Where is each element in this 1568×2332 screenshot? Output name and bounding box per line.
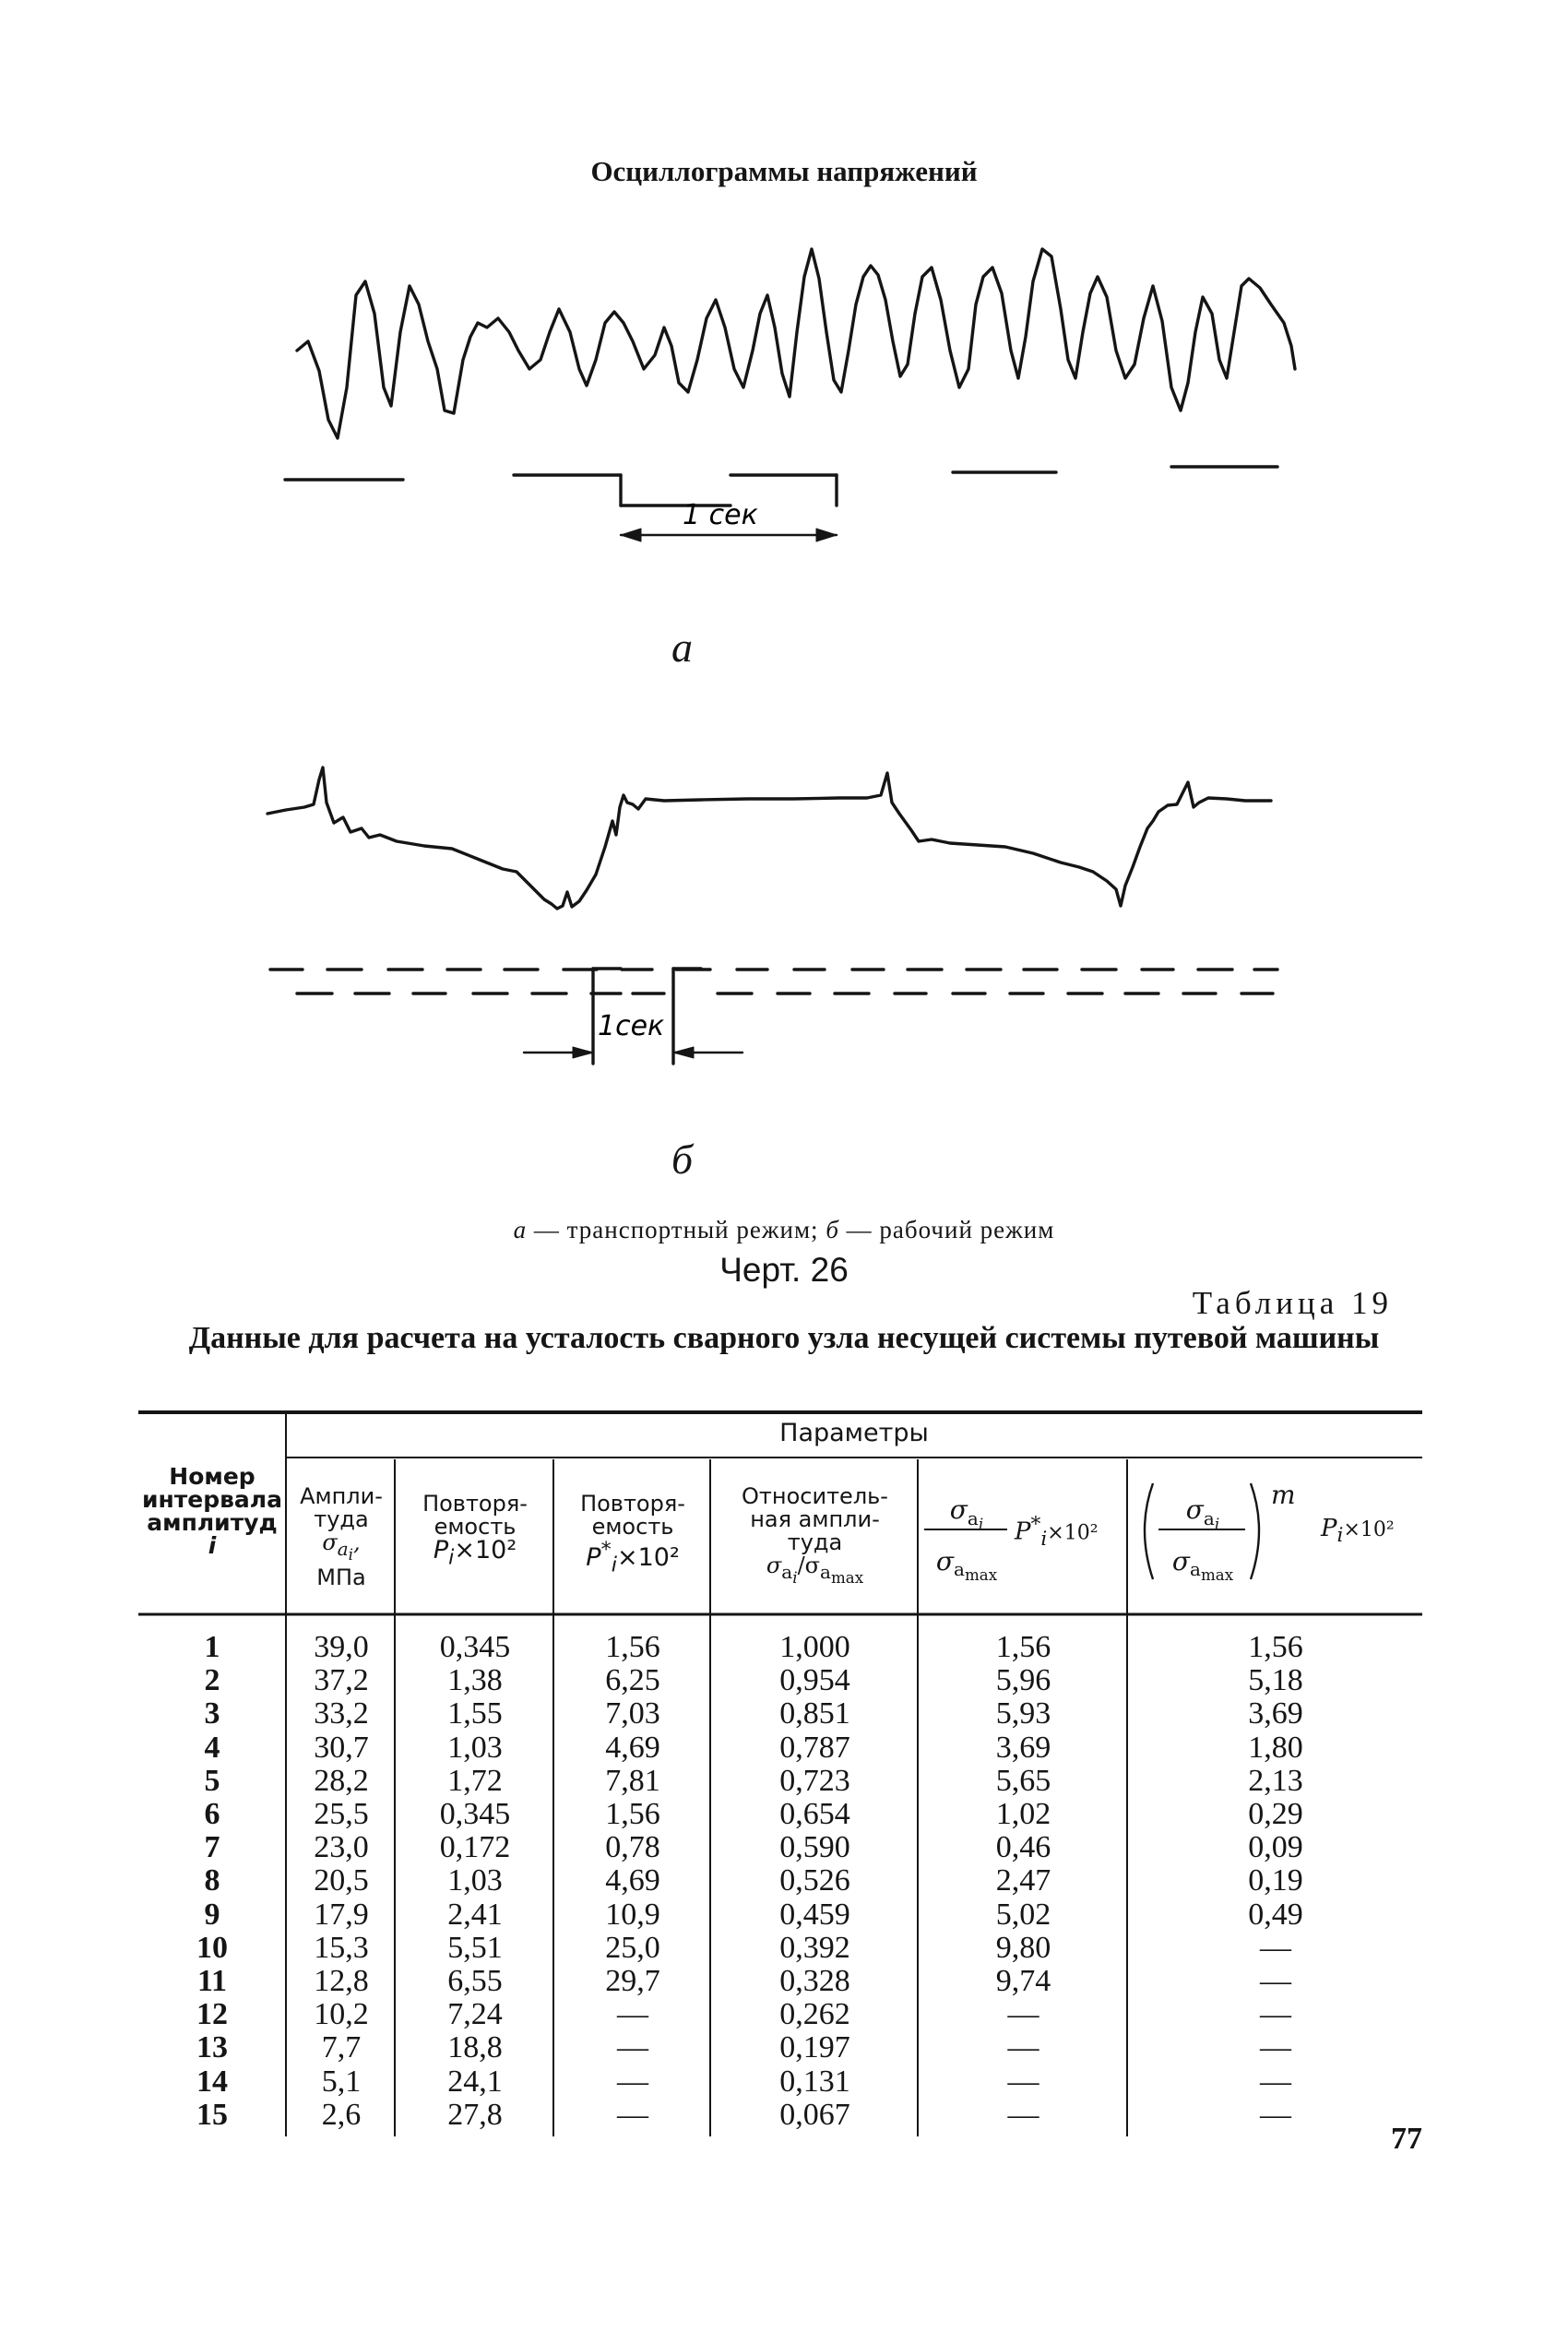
table-title: Данные для расчета на усталость сварного узла несущей системы путевой машины — [188, 1321, 1380, 1355]
col3-header-line: емость — [591, 1514, 674, 1540]
table-cell: 0,09 — [1248, 1830, 1303, 1865]
sub-i: i — [978, 1515, 984, 1533]
table-cell: 0,262 — [779, 1997, 850, 2032]
row-number-cell: 2 — [204, 1663, 220, 1698]
table-cell: 0,78 — [605, 1830, 660, 1865]
table-label: Таблица 19 — [1192, 1285, 1393, 1321]
sub-a: a — [1203, 1506, 1215, 1529]
sub-i: i — [1040, 1527, 1048, 1551]
table-cell: 24,1 — [447, 2064, 503, 2099]
table-cell: 1,03 — [447, 1863, 503, 1898]
table-cell: — — [1007, 2064, 1039, 2099]
table-cell: — — [1007, 2030, 1039, 2065]
col2-header-line: емость — [434, 1514, 517, 1540]
col0-header-line: амплитуд — [147, 1509, 278, 1536]
table-cell: 17,9 — [314, 1897, 369, 1932]
oscillogram-b-trace — [267, 767, 1271, 909]
table-cell: 0,49 — [1248, 1897, 1303, 1932]
row-number-cell: 14 — [196, 2064, 228, 2099]
group-header: Параметры — [779, 1419, 929, 1447]
row-number-cell: 1 — [204, 1630, 220, 1664]
table-cell: — — [1260, 1930, 1291, 1965]
table-cell: — — [617, 2030, 648, 2065]
table-cell: — — [1007, 1997, 1039, 2032]
table-cell: 3,69 — [1248, 1696, 1303, 1731]
sub-i: i — [792, 1568, 798, 1587]
table-cell: 4,69 — [605, 1730, 660, 1765]
table-cell: 0,851 — [779, 1696, 850, 1731]
caption-b-letter: б — [826, 1216, 839, 1243]
table-cell: 27,8 — [447, 2097, 503, 2132]
table-cell: 20,5 — [314, 1863, 369, 1898]
col6-header-p — [1321, 1515, 1395, 1547]
row-number-cell: 11 — [196, 1964, 228, 1998]
sub-max: max — [1200, 1566, 1234, 1585]
row-number-cell: 9 — [204, 1897, 220, 1932]
slash-sigma: /σ — [797, 1553, 821, 1578]
table-cell: 5,02 — [995, 1897, 1051, 1932]
row-number-cell: 13 — [196, 2030, 228, 2065]
row-number-cell: 7 — [204, 1830, 220, 1865]
row-number-cell: 10 — [196, 1930, 228, 1965]
table-cell: — — [617, 2097, 648, 2132]
table-cell: — — [1260, 1997, 1291, 2032]
table-cell: 10,2 — [314, 1997, 369, 2032]
figure-caption — [0, 1216, 1568, 1244]
panel-b-label: б — [671, 1136, 694, 1183]
sub-a: a — [337, 1537, 349, 1560]
table-cell: 37,2 — [314, 1663, 369, 1698]
table-cell: — — [1260, 1964, 1291, 1998]
table-cell: 7,24 — [447, 1997, 503, 2032]
table-cell: 5,18 — [1248, 1663, 1303, 1698]
table-cell: 1,02 — [995, 1797, 1051, 1831]
row-number-cell: 6 — [204, 1797, 220, 1831]
caption-b-text: — рабочий режим — [838, 1216, 1055, 1243]
sub-i: i — [611, 1553, 617, 1577]
table-cell: 0,459 — [779, 1897, 850, 1932]
caption-a-text: — транспортный режим; — [527, 1216, 826, 1243]
table-cell: 2,6 — [321, 2097, 362, 2132]
table-cell: 39,0 — [314, 1630, 369, 1664]
table-cell: 0,526 — [779, 1863, 850, 1898]
col4-header — [712, 1485, 918, 1589]
times-ten: ×10² — [454, 1536, 517, 1565]
table-cell: 0,172 — [439, 1830, 511, 1865]
col2-header — [397, 1493, 553, 1569]
sigma-symbol: σ — [766, 1553, 782, 1578]
col1-header-line: туда — [314, 1506, 369, 1532]
table-cell: 2,47 — [995, 1863, 1051, 1898]
table-cell: 1,56 — [605, 1630, 660, 1664]
table-cell: 0,131 — [779, 2064, 850, 2099]
col0-header-line: Номер — [169, 1463, 255, 1490]
table-cell: 25,5 — [314, 1797, 369, 1831]
sub-a: a — [820, 1560, 831, 1583]
table-cell: 9,74 — [995, 1964, 1051, 1998]
table-cell: 12,8 — [314, 1964, 369, 1998]
panel-a-label: а — [671, 624, 693, 671]
table-cell: — — [1007, 2097, 1039, 2132]
row-number-cell: 12 — [196, 1997, 228, 2032]
asterisk: * — [600, 1538, 612, 1562]
table-cell: 0,590 — [779, 1830, 850, 1865]
table-cell: 0,29 — [1248, 1797, 1303, 1831]
col0-header — [138, 1465, 286, 1557]
sigma-symbol: σ — [1185, 1494, 1204, 1525]
table-cell: 0,392 — [779, 1930, 850, 1965]
sub-a: a — [967, 1506, 979, 1529]
table-cell: 2,13 — [1248, 1763, 1303, 1798]
table-cell: 33,2 — [314, 1696, 369, 1731]
table-cell: 0,19 — [1248, 1863, 1303, 1898]
comma: , — [353, 1529, 361, 1555]
sub-max: max — [830, 1568, 864, 1587]
col4-header-line: ная ампли- — [750, 1506, 880, 1532]
sigma-symbol: σ — [935, 1545, 955, 1576]
table-cell: 5,65 — [995, 1763, 1051, 1798]
sub-a: a — [1190, 1558, 1201, 1581]
col1-header-unit: МПа — [316, 1564, 366, 1590]
col5-header-p — [1015, 1513, 1099, 1551]
sub-i: i — [348, 1545, 353, 1564]
p-symbol: P — [1015, 1517, 1031, 1546]
oscillogram-b — [267, 767, 1277, 1064]
sub-i: i — [448, 1545, 455, 1570]
oscillogram-a — [285, 249, 1295, 541]
table-cell: 2,41 — [447, 1897, 503, 1932]
table-cell: 29,7 — [605, 1964, 660, 1998]
table-cell: 1,72 — [447, 1763, 503, 1798]
sigma-symbol: σ — [949, 1494, 968, 1525]
row-number-cell: 8 — [204, 1863, 220, 1898]
table-cell: 5,51 — [447, 1930, 503, 1965]
oscillogram-a-time-label: 1 сек — [683, 499, 758, 531]
asterisk: * — [1030, 1513, 1041, 1536]
table-cell: — — [1260, 2064, 1291, 2099]
row-number-cell: 5 — [204, 1763, 220, 1798]
table-cell: 1,38 — [447, 1663, 503, 1698]
col4-header-line: туда — [787, 1529, 843, 1555]
col4-header-line: Относитель- — [742, 1483, 888, 1509]
row-number-cell: 15 — [196, 2097, 228, 2132]
sub-max: max — [964, 1566, 998, 1585]
table-cell: 5,93 — [995, 1696, 1051, 1731]
caption-a-letter: а — [513, 1216, 528, 1243]
table-cell: — — [1260, 2030, 1291, 2065]
col2-header-line: Повторя- — [422, 1491, 528, 1517]
p-symbol: P — [433, 1536, 449, 1565]
col3-header-line: Повторя- — [580, 1491, 685, 1517]
table-cell: 0,46 — [995, 1830, 1051, 1865]
table-cell: 18,8 — [447, 2030, 503, 2065]
table-cell: 0,345 — [439, 1630, 511, 1664]
col1-header-line: Ампли- — [300, 1483, 383, 1509]
col0-header-line: интервала — [141, 1486, 282, 1513]
times-ten: ×10² — [1047, 1521, 1099, 1545]
times-ten: ×10² — [617, 1543, 680, 1572]
table-cell: 0,954 — [779, 1663, 850, 1698]
row-number-cell: 3 — [204, 1696, 220, 1731]
table-cell: — — [617, 2064, 648, 2099]
table-cell: 4,69 — [605, 1863, 660, 1898]
table-cell: 7,81 — [605, 1763, 660, 1798]
sigma-symbol: σ — [322, 1529, 338, 1555]
table-cell: 1,55 — [447, 1696, 503, 1731]
sigma-symbol: σ — [1171, 1545, 1191, 1576]
table-cell: 5,1 — [321, 2064, 362, 2099]
oscillogram-a-trace — [297, 249, 1295, 438]
col1-header — [288, 1485, 395, 1589]
figure-title: Осциллограммы напряжений — [590, 155, 978, 187]
page-number: 77 — [1391, 2122, 1422, 2156]
p-symbol: P — [1321, 1515, 1337, 1542]
table-cell: 1,03 — [447, 1730, 503, 1765]
col6-header-exponent: m — [1271, 1480, 1296, 1510]
sub-a: a — [781, 1560, 793, 1583]
table-cell: 25,0 — [605, 1930, 660, 1965]
table-cell: 23,0 — [314, 1830, 369, 1865]
sub-i: i — [1336, 1524, 1344, 1548]
table-cell: 9,80 — [995, 1930, 1051, 1965]
col3-header — [555, 1493, 710, 1576]
table-cell: 6,25 — [605, 1663, 660, 1698]
table-cell: — — [617, 1997, 648, 2032]
p-symbol: P — [586, 1543, 601, 1572]
table-cell: 0,067 — [779, 2097, 850, 2132]
figure-number: Черт. 26 — [719, 1251, 849, 1289]
sub-i: i — [1214, 1515, 1220, 1533]
table-cell: 5,96 — [995, 1663, 1051, 1698]
table-cell: 3,69 — [995, 1730, 1051, 1765]
table-cell: 6,55 — [447, 1964, 503, 1998]
table-cell: 1,56 — [1248, 1630, 1303, 1664]
table-cell: 30,7 — [314, 1730, 369, 1765]
col0-header-line: i — [208, 1532, 217, 1559]
table-cell: 10,9 — [605, 1897, 660, 1932]
table-cell: 15,3 — [314, 1930, 369, 1965]
oscillogram-b-time-label: 1сек — [598, 1010, 665, 1042]
table-cell: 0,197 — [779, 2030, 850, 2065]
table-cell: 0,787 — [779, 1730, 850, 1765]
table-cell: 1,80 — [1248, 1730, 1303, 1765]
table-cell: 0,345 — [439, 1797, 511, 1831]
table-cell: 1,56 — [995, 1630, 1051, 1664]
table-cell: 0,723 — [779, 1763, 850, 1798]
sub-a: a — [954, 1558, 965, 1581]
table-cell: 28,2 — [314, 1763, 369, 1798]
times-ten: ×10² — [1343, 1518, 1395, 1541]
table-cell: 7,03 — [605, 1696, 660, 1731]
col5-header-fraction — [922, 1494, 1011, 1591]
table-cell: 0,654 — [779, 1797, 850, 1831]
table-cell: 0,328 — [779, 1964, 850, 1998]
table-cell: — — [1260, 2097, 1291, 2132]
table-cell: 1,000 — [779, 1630, 850, 1664]
table-cell: 7,7 — [321, 2030, 362, 2065]
table-cell: 1,56 — [605, 1797, 660, 1831]
col6-header-fraction — [1158, 1494, 1247, 1591]
row-number-cell: 4 — [204, 1730, 220, 1765]
